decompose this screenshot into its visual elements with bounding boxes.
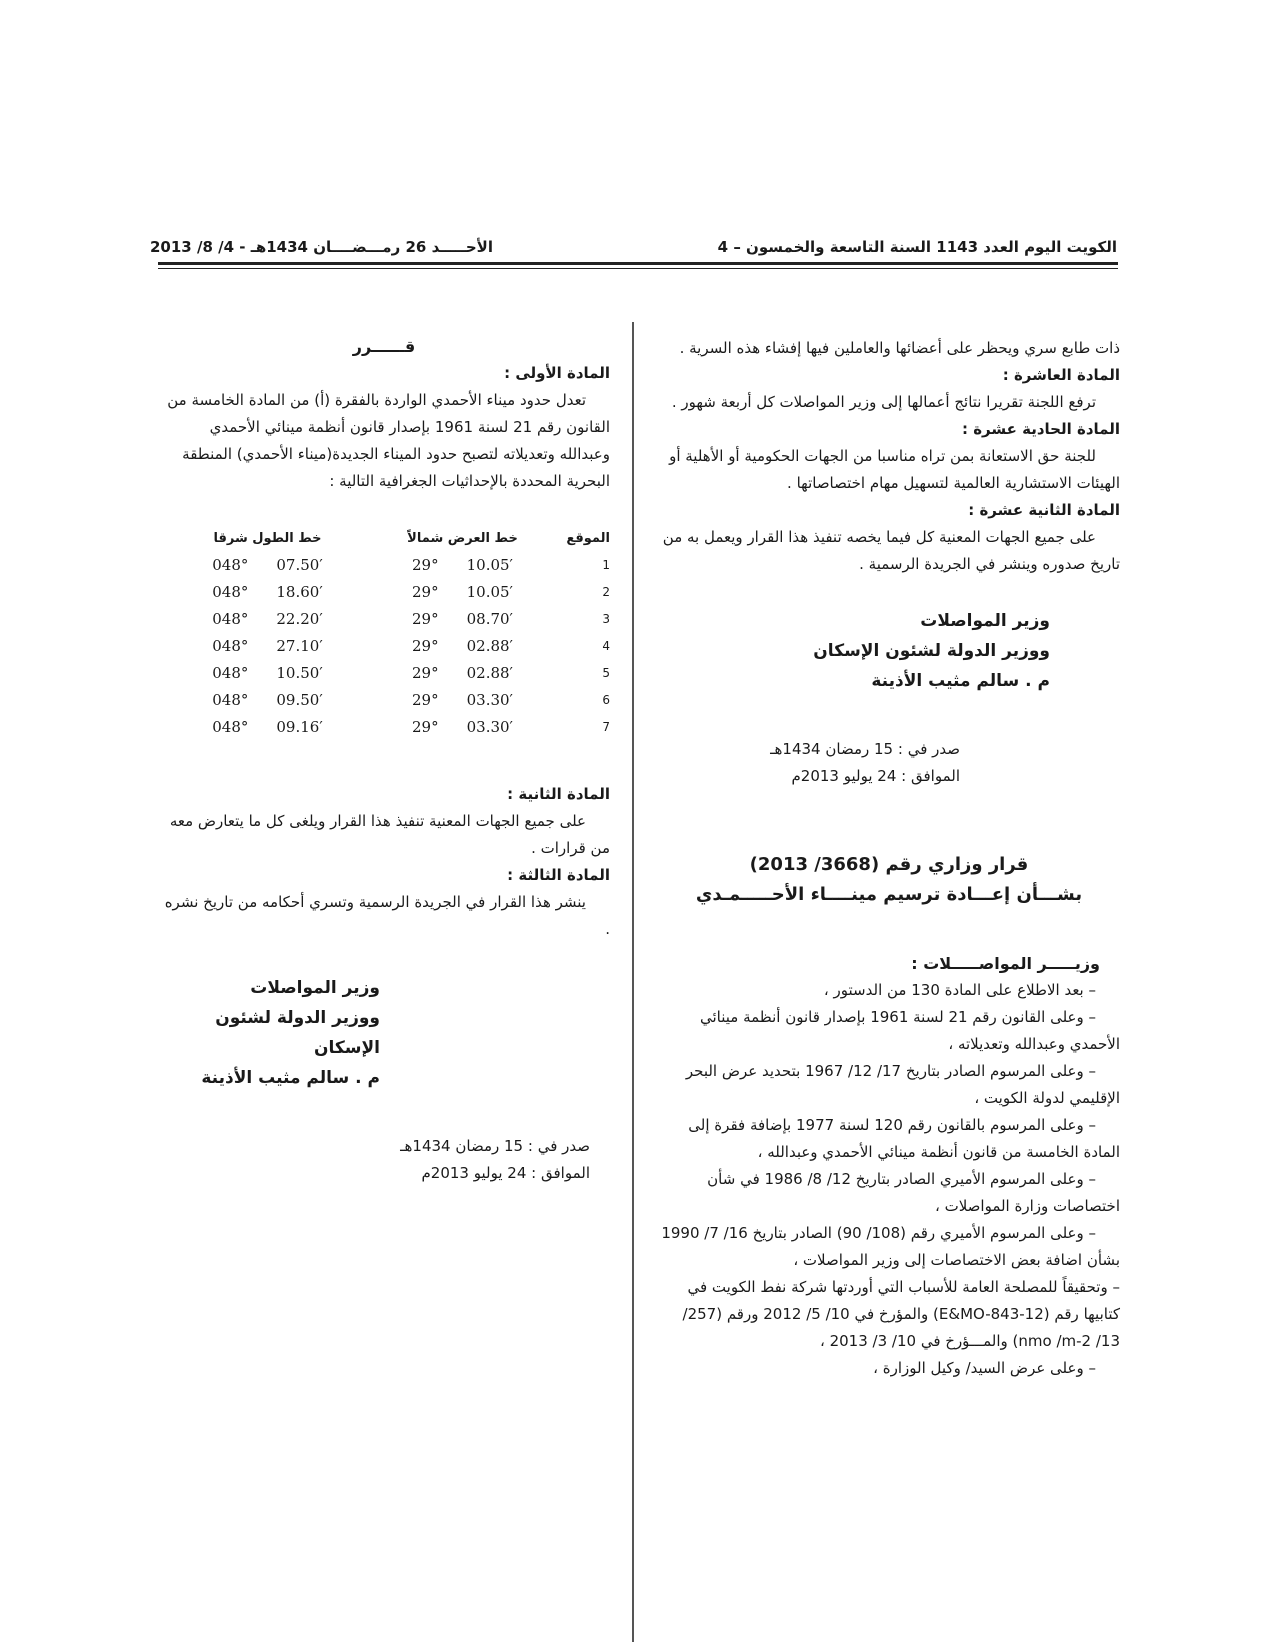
table-row [170,552,610,579]
signature-title-2: ووزير الدولة لشئون الإسكان [813,641,1050,661]
preamble-item: – وعلى المرسوم بالقانون رقم 120 لسنة 1977 بإضافة فقرة إلى المادة الخامسة من قانون أنظمة مينائي الأحمدي وعبدالله ، [688,1116,1120,1161]
column-divider [632,322,634,1642]
table-row [170,579,610,606]
signature-block [658,606,1050,696]
longitude-cell [170,633,365,660]
minutes-value: 09.50′ [276,691,323,709]
degrees-value: 29° [412,637,439,655]
article11-body: للجنة حق الاستعانة بمن تراه مناسبا من الجهات الحكومية أو الأهلية أو الهيئات الاستشارية العالمية لتسهيل مهام اختصاصاتها . [669,447,1120,492]
degrees-value: 048° [212,583,249,601]
signature-name: م . سالم مثيب الأذينة [871,671,1050,691]
position-cell: 3 [602,612,610,626]
article1-heading: المادة الأولى : [504,364,610,382]
position-cell: 4 [602,639,610,653]
issue-date: صدر في : 15 رمضان 1434هـ [400,1137,590,1155]
degrees-value: 29° [412,718,439,736]
decree-subject: بشـــأن إعـــادة ترسيم مينــــاء الأحـــــمـدي [695,884,1083,905]
longitude-cell [170,714,365,741]
preamble-item: – بعد الاطلاع على المادة 130 من الدستور ، [823,981,1096,999]
preamble-item: – وعلى المرسوم الصادر بتاريخ 17/ 12/ 1967 بتحديد عرض البحر الإقليمي لدولة الكويت ، [685,1062,1120,1107]
degrees-value: 048° [212,637,249,655]
header-rule-thick [158,262,1118,265]
latitude-cell [365,687,560,714]
minutes-value: 02.88′ [466,637,513,655]
signature-name: م . سالم مثيب الأذينة [201,1068,380,1088]
minutes-value: 09.16′ [276,718,323,736]
degrees-value: 048° [212,691,249,709]
preamble-item: – وعلى عرض السيد/ وكيل الوزارة ، [873,1359,1096,1377]
decree-title-block [658,850,1120,910]
degrees-value: 048° [212,556,249,574]
degrees-value: 048° [212,718,249,736]
position-cell: 1 [602,558,610,572]
degrees-value: 29° [412,691,439,709]
longitude-cell [170,660,365,687]
decree-title: قرار وزاري رقم (3668/ 2013) [749,854,1029,875]
degrees-value: 29° [412,610,439,628]
minutes-value: 10.50′ [276,664,323,682]
minutes-value: 07.50′ [276,556,323,574]
minutes-value: 10.05′ [466,556,513,574]
header-latitude: خط العرض شمالاً [407,531,518,546]
minutes-value: 03.30′ [466,718,513,736]
header-position: الموقع [566,531,610,546]
longitude-cell [170,606,365,633]
preamble-list [658,977,1120,1382]
signature-block-left [158,973,380,1093]
signature-title-2: ووزير الدولة لشئون الإسكان [215,1008,380,1058]
table-header-row [170,525,610,552]
degrees-value: 048° [212,610,249,628]
longitude-cell [170,552,365,579]
position-cell: 5 [602,666,610,680]
coordinates-body [170,552,610,741]
minutes-value: 18.60′ [276,583,323,601]
article3-body: ينشر هذا القرار في الجريدة الرسمية وتسري أحكامه من تاريخ نشره . [164,893,610,938]
minutes-value: 03.30′ [466,691,513,709]
article12-heading: المادة الثانية عشرة : [968,501,1120,519]
article10-heading: المادة العاشرة : [1002,366,1120,384]
article12-body: على جميع الجهات المعنية كل فيما يخصه تنفيذ هذا القرار ويعمل به من تاريخ صدوره وينشر في الجريدة الرسمية . [662,528,1120,573]
longitude-cell [170,579,365,606]
position-cell: 6 [602,693,610,707]
minutes-value: 27.10′ [276,637,323,655]
preamble-item: – وعلى القانون رقم 21 لسنة 1961 بإصدار قانون أنظمة مينائي الأحمدي وعبدالله وتعديلاته ، [699,1008,1120,1053]
signature-title: وزير المواصلات [920,611,1050,631]
latitude-cell [365,606,560,633]
article10-body: ترفع اللجنة تقريرا نتائج أعمالها إلى وزير المواصلات كل أربعة شهور . [671,393,1096,411]
article3-heading: المادة الثالثة : [507,866,610,884]
latitude-cell [365,660,560,687]
preamble-item: – وعلى المرسوم الأميري رقم (108/ 90) الصادر بتاريخ 16/ 7/ 1990 بشأن اضافة بعض الاختصاصات إلى وزير المواصلات ، [661,1224,1120,1269]
table-row [170,714,610,741]
right-column [658,335,1120,1382]
header-date: الأحـــــد 26 رمـــضــــان 1434هـ - 4/ 8/ 2013 [150,238,493,256]
minutes-value: 08.70′ [466,610,513,628]
minister-heading: وزيـــــر المواصـــــلات : [911,954,1100,973]
article1-body: تعدل حدود ميناء الأحمدي الواردة بالفقرة (أ) من المادة الخامسة من القانون رقم 21 لسنة 1961 بإصدار قانون أنظمة مينائي الأحمدي وعبدالله وتعديلاته لتصبح حدود الميناء الجديدة(ميناء الأحمدي) المنطقة البحرية المحددة بالإحداثيات الجغرافية التالية : [167,391,610,490]
corresponding-date: الموافق : 24 يوليو 2013م [421,1164,590,1182]
latitude-cell [365,633,560,660]
issue-date: صدر في : 15 رمضان 1434هـ [770,740,960,758]
minutes-value: 02.88′ [466,664,513,682]
table-row [170,606,610,633]
degrees-value: 29° [412,556,439,574]
article2-heading: المادة الثانية : [507,785,610,803]
issue-dates [658,736,960,790]
article11-heading: المادة الحادية عشرة : [961,420,1120,438]
header-longitude: خط الطول شرقا [213,531,322,546]
degrees-value: 29° [412,664,439,682]
table-row [170,687,610,714]
degrees-value: 29° [412,583,439,601]
latitude-cell [365,552,560,579]
preamble-item: – وتحقيقاً للمصلحة العامة للأسباب التي أوردتها شركة نفط الكويت في كتابيها رقم (E&MO-843-12) والمؤرخ في 10/ 5/ 2012 ورقم (257/ 13/ nmo /m-2) والمـــؤرخ في 10/ 3/ 2013 ، [682,1278,1120,1350]
latitude-cell [365,714,560,741]
latitude-cell [365,579,560,606]
position-cell: 7 [602,720,610,734]
corresponding-date: الموافق : 24 يوليو 2013م [791,767,960,785]
preamble-item: – وعلى المرسوم الأميري الصادر بتاريخ 12/ 8/ 1986 في شأن اختصاصات وزارة المواصلات ، [707,1170,1120,1215]
degrees-value: 048° [212,664,249,682]
intro-text: ذات طابع سري ويحظر على أعضائها والعاملين فيها إفشاء هذه السرية . [679,339,1120,357]
table-row [170,633,610,660]
longitude-cell [170,687,365,714]
minutes-value: 22.20′ [276,610,323,628]
signature-title: وزير المواصلات [250,978,380,998]
coordinates-table [170,525,610,741]
left-column [158,333,610,1187]
article2-body: على جميع الجهات المعنية تنفيذ هذا القرار ويلغى كل ما يتعارض معه من قرارات . [169,812,610,857]
minutes-value: 10.05′ [466,583,513,601]
table-row [170,660,610,687]
decides-heading: قــــــرر [352,337,416,356]
header-issue-info: الكويت اليوم العدد 1143 السنة التاسعة والخمسون – 4 [717,238,1117,256]
position-cell: 2 [602,585,610,599]
issue-dates-left [158,1133,590,1187]
header-rule-thin [158,268,1118,269]
